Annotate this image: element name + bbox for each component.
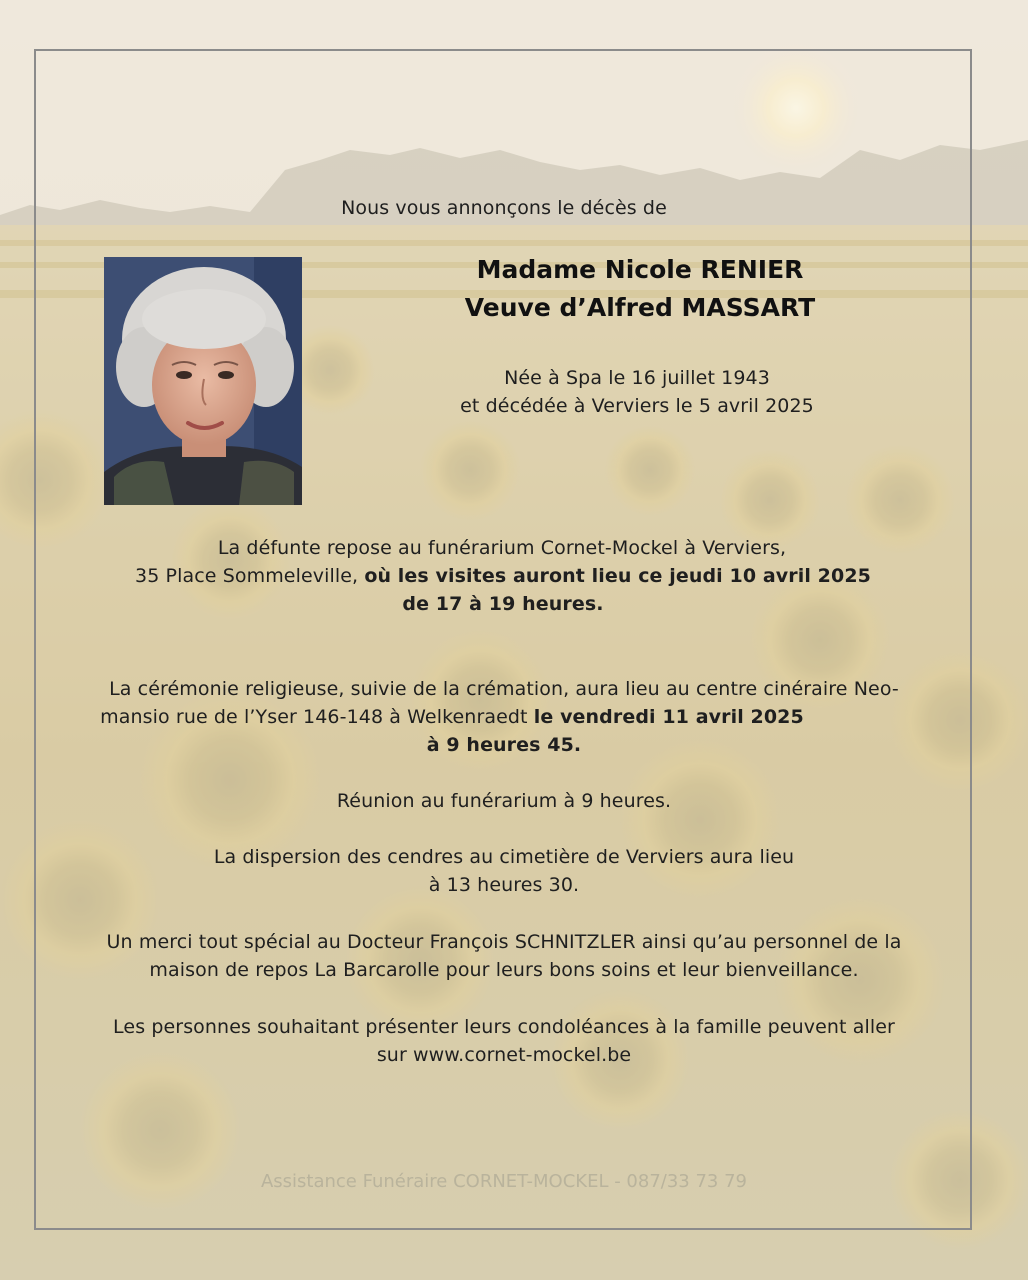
portrait-photo xyxy=(104,257,302,505)
footer-contact: Assistance Funéraire CORNET-MOCKEL - 087/33 73 79 xyxy=(260,1171,748,1192)
ceremony-time: à 9 heures 45. xyxy=(426,734,582,756)
visit-line-1: La défunte repose au funérarium Cornet-Mockel à Verviers, xyxy=(217,537,787,559)
deceased-name: Madame Nicole RENIER xyxy=(476,255,804,284)
ceremony-line-1: La cérémonie religieuse, suivie de la crémation, aura lieu au centre cinéraire Neo- xyxy=(109,678,899,700)
intro-text: Nous vous annonçons le décès de xyxy=(341,197,667,219)
ceremony-line-3 xyxy=(0,734,1008,756)
dispersion-line-1: La dispersion des cendres au cimetière de Verviers aura lieu xyxy=(213,846,795,868)
ceremony-date: le vendredi 11 avril 2025 xyxy=(533,706,804,728)
ceremony-line-2 xyxy=(0,706,904,728)
visit-time: où les visites auront lieu ce jeudi 10 avril 2025 xyxy=(364,565,871,587)
meeting-line: Réunion au funérarium à 9 heures. xyxy=(336,790,672,812)
visit-address: 35 Place Sommeleville, xyxy=(135,565,365,587)
birth-line: Née à Spa le 16 juillet 1943 xyxy=(504,367,770,389)
thanks-line-2: maison de repos La Barcarolle pour leurs bons soins et leur bienveillance. xyxy=(149,959,859,981)
ceremony-address: mansio rue de l’Yser 146-148 à Welkenraedt xyxy=(100,706,534,728)
condolences-line-2: sur www.cornet-mockel.be xyxy=(376,1044,632,1066)
visit-line-3 xyxy=(0,593,1006,615)
thanks-line-1: Un merci tout spécial au Docteur François SCHNITZLER ainsi qu’au personnel de la xyxy=(106,931,902,953)
visit-hours: de 17 à 19 heures. xyxy=(402,593,604,615)
visit-line-2 xyxy=(0,565,1006,587)
condolences-line-1: Les personnes souhaitant présenter leurs condoléances à la famille peuvent aller xyxy=(113,1016,895,1038)
spouse-line: Veuve d’Alfred MASSART xyxy=(464,293,816,322)
death-line: et décédée à Verviers le 5 avril 2025 xyxy=(460,395,814,417)
dispersion-line-2: à 13 heures 30. xyxy=(428,874,580,896)
